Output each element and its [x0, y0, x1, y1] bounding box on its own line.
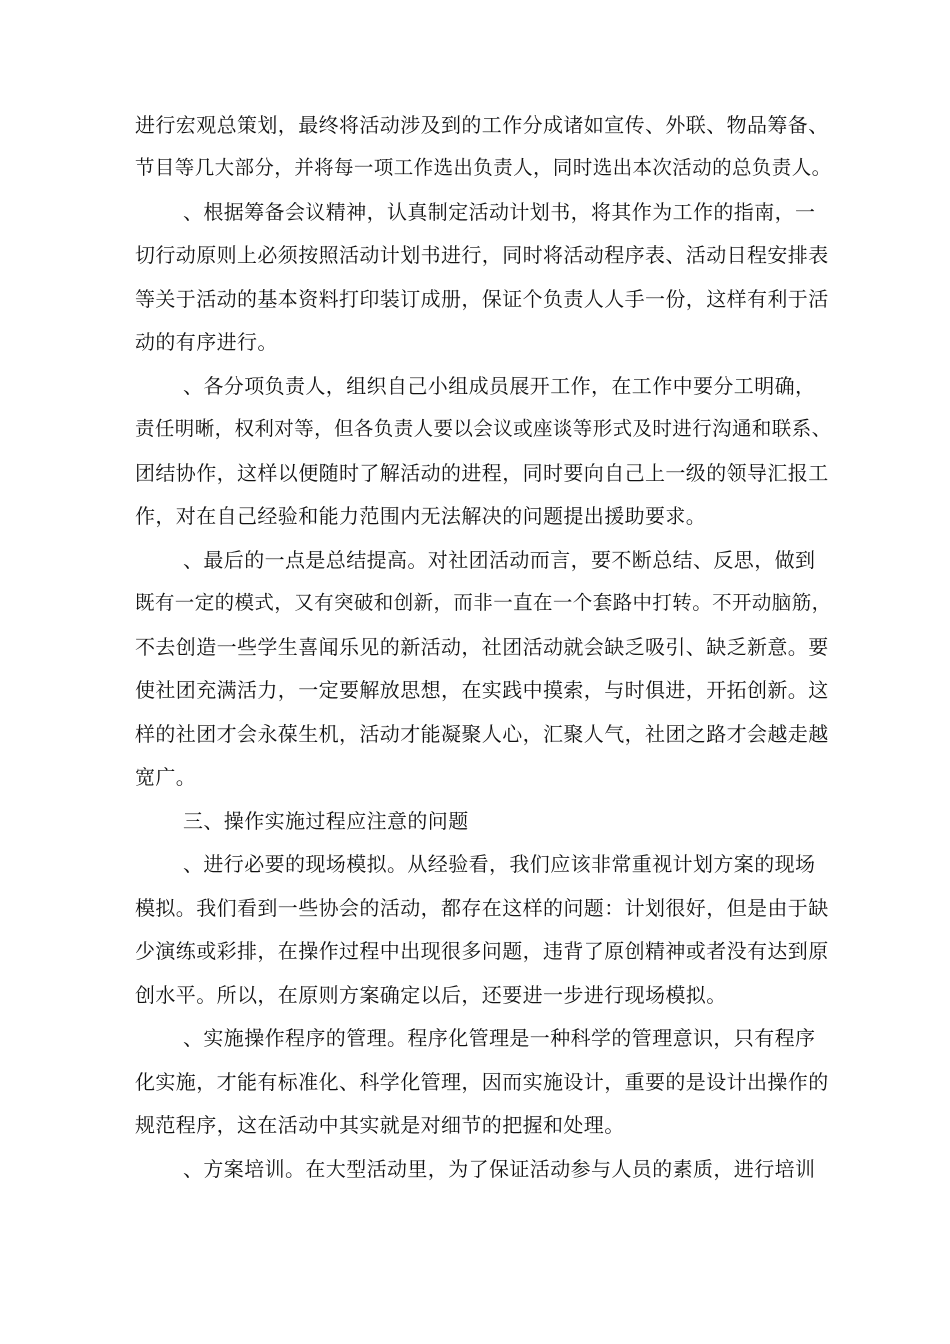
- text-line: 、方案培训。在大型活动里，为了保证活动参与人员的素质，进行培训: [183, 1157, 816, 1181]
- text-line: 节目等几大部分，并将每一项工作选出负责人，同时选出本次活动的总负责人。: [135, 156, 832, 179]
- text-line: 不去创造一些学生喜闻乐见的新活动，社团活动就会缺乏吸引、缺乏新意。要: [135, 635, 829, 659]
- text-line: 、实施操作程序的管理。程序化管理是一种科学的管理意识，只有程序: [183, 1026, 816, 1050]
- text-line: 切行动原则上必须按照活动计划书进行，同时将活动程序表、活动日程安排表: [135, 243, 829, 267]
- text-line: 少演练或彩排，在操作过程中出现很多问题，违背了原创精神或者没有达到原: [135, 939, 829, 963]
- text-line: 等关于活动的基本资料打印装订成册，保证个负责人人手一份，这样有利于活: [135, 287, 829, 311]
- text-line: 样的社团才会永葆生机，活动才能凝聚人心，汇聚人气，社团之路才会越走越: [135, 722, 829, 746]
- text-line: 、进行必要的现场模拟。从经验看，我们应该非常重视计划方案的现场: [183, 852, 816, 876]
- text-line: 既有一定的模式，又有突破和创新，而非一直在一个套路中打转。不开动脑筋，: [135, 591, 832, 614]
- text-line: 责任明晰，权利对等，但各负责人要以会议或座谈等形式及时进行沟通和联系、: [135, 417, 832, 440]
- text-line: 创水平。所以，在原则方案确定以后，还要进一步进行现场模拟。: [135, 983, 727, 1007]
- text-line: 进行宏观总策划，最终将活动涉及到的工作分成诸如宣传、外联、物品筹备、: [135, 113, 829, 137]
- text-line: 、最后的一点是总结提高。对社团活动而言，要不断总结、反思，做到: [183, 548, 816, 572]
- text-line: 使社团充满活力，一定要解放思想，在实践中摸索，与时俱进，开拓创新。这: [135, 678, 829, 702]
- text-line: 动的有序进行。: [135, 330, 278, 354]
- text-line: 团结协作，这样以便随时了解活动的进程，同时要向自己上一级的领导汇报工: [135, 461, 829, 485]
- text-line: 、各分项负责人，组织自己小组成员展开工作，在工作中要分工明确，: [183, 374, 816, 398]
- text-line: 化实施，才能有标准化、科学化管理，因而实施设计，重要的是设计出操作的: [135, 1070, 829, 1094]
- text-line: 规范程序，这在活动中其实就是对细节的把握和处理。: [135, 1113, 625, 1137]
- text-line: 模拟。我们看到一些协会的活动，都存在这样的问题：计划很好，但是由于缺: [135, 896, 829, 920]
- text-line: 宽广。: [135, 765, 197, 789]
- text-line: 、根据筹备会议精神，认真制定活动计划书，将其作为工作的指南，一: [183, 200, 816, 224]
- text-line: 作，对在自己经验和能力范围内无法解决的问题提出援助要求。: [135, 504, 707, 528]
- section-heading: 三、操作实施过程应注意的问题: [183, 809, 469, 833]
